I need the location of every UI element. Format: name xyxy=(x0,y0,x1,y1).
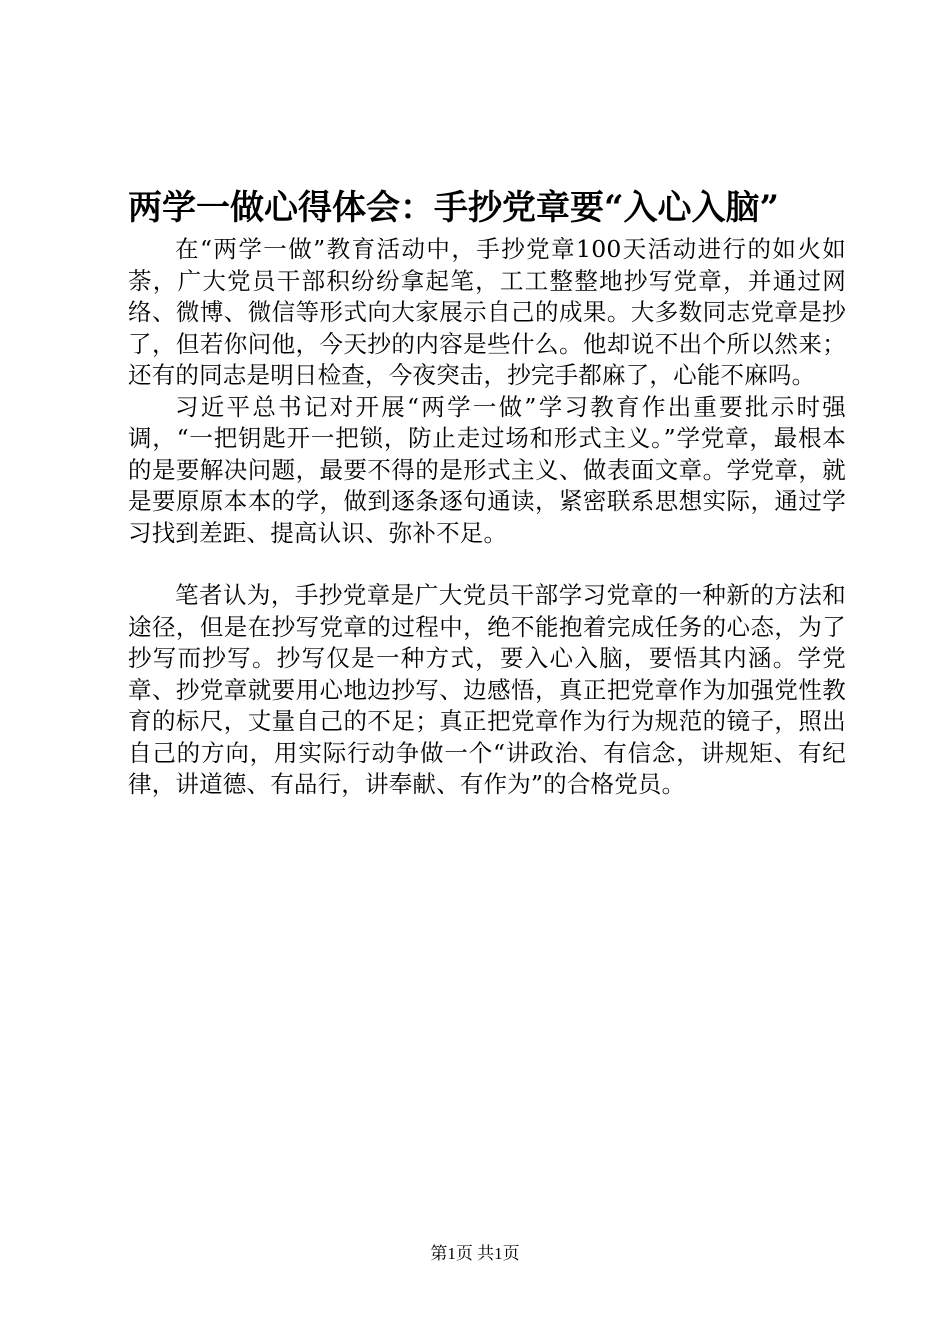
document-body xyxy=(128,234,846,801)
page-number-footer: 第1页 共1页 xyxy=(430,1244,520,1263)
paragraph-1: 在“两学一做”教育活动中，手抄党章100天活动进行的如火如荼，广大党员干部积纷纷拿起笔，工工整整地抄写党章，并通过网络、微博、微信等形式向大家展示自己的成果。大多数同志党章是抄了，但若你问他，今天抄的内容是些什么。他却说不出个所以然来；还有的同志是明日检查，今夜突击，抄完手都麻了，心能不麻吗。 xyxy=(128,235,846,389)
document-title: 两学一做心得体会：手抄党章要“入心入脑” xyxy=(128,188,780,228)
paragraph-spacer xyxy=(128,549,846,580)
paragraph-3: 笔者认为，手抄党章是广大党员干部学习党章的一种新的方法和途径，但是在抄写党章的过程中，绝不能抱着完成任务的心态，为了抄写而抄写。抄写仅是一种方式，要入心入脑，要悟其内涵。学党章、抄党章就要用心地边抄写、边感悟，真正把党章作为加强党性教育的标尺，丈量自己的不足；真正把党章作为行为规范的镜子，照出自己的方向，用实际行动争做一个“讲政治、有信念，讲规矩、有纪律，讲道德、有品行，讲奉献、有作为”的合格党员。 xyxy=(128,581,846,798)
paragraph-2: 习近平总书记对开展“两学一做”学习教育作出重要批示时强调，“一把钥匙开一把锁，防止走过场和形式主义。”学党章，最根本的是要解决问题，最要不得的是形式主义、做表面文章。学党章，就是要原原本本的学，做到逐条逐句通读，紧密联系思想实际，通过学习找到差距、提高认识、弥补不足。 xyxy=(128,392,846,547)
